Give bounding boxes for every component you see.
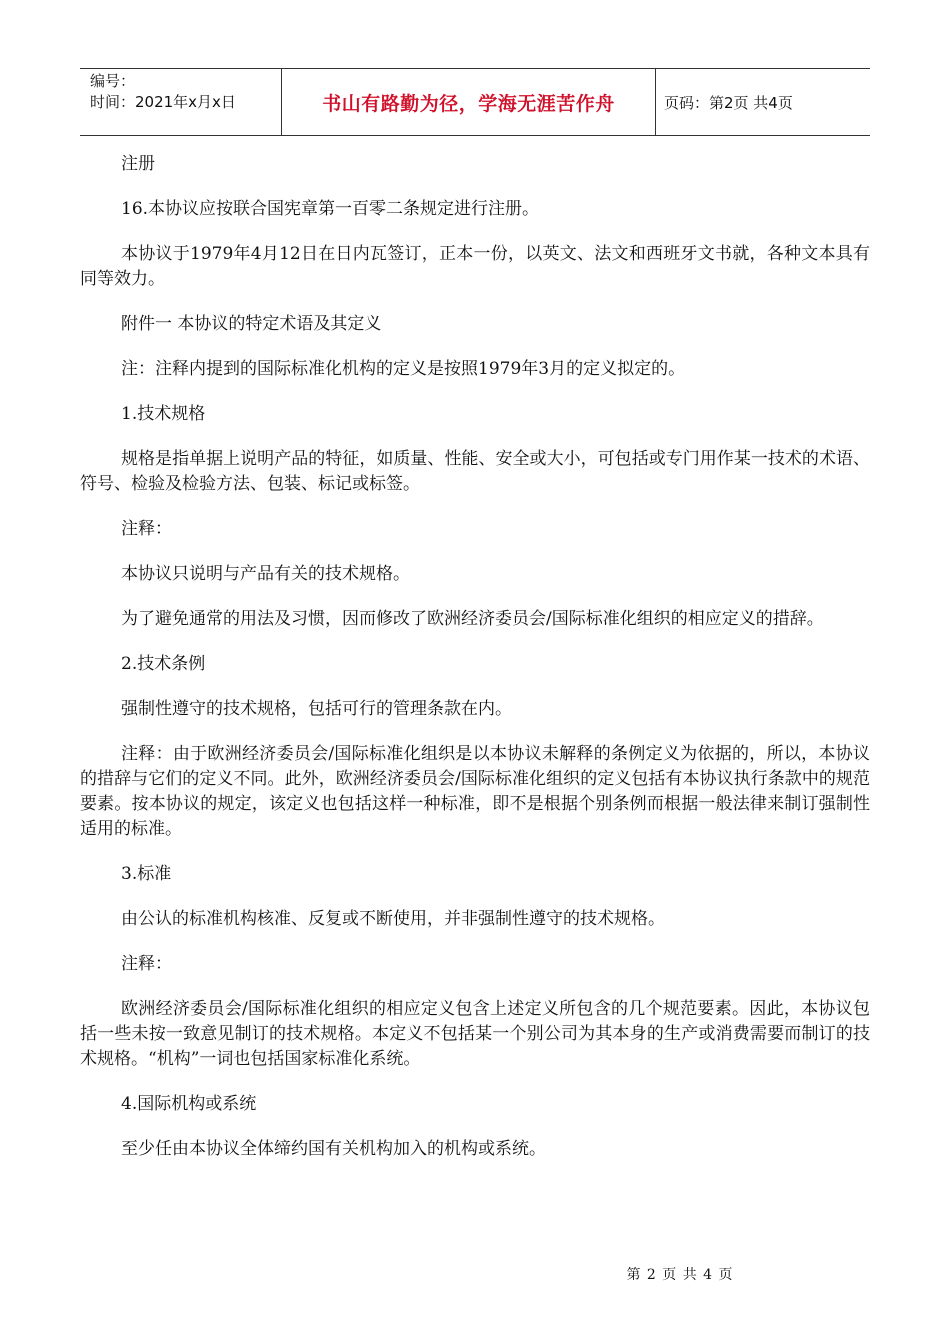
note-label: 注释： (121, 519, 172, 539)
term-heading: 3.标准 (121, 864, 172, 884)
paragraph: 本协议只说明与产品有关的技术规格。 (121, 564, 410, 584)
page-header (80, 68, 870, 136)
document-time-label: 时间：2021年x月x日 (90, 93, 236, 111)
paragraph: 由公认的标准机构核准、反复或不断使用，并非强制性遵守的技术规格。 (121, 909, 665, 929)
note-label: 注释： (121, 954, 172, 974)
annex-heading: 附件一 本协议的特定术语及其定义 (121, 314, 382, 334)
footer-page-number: 第 2 页 共 4 页 (626, 1267, 734, 1283)
document-number-label: 编号： (90, 72, 136, 90)
page-info-text: 页码：第2页 共4页 (664, 93, 793, 112)
header-page-info (656, 69, 870, 135)
term-heading: 1.技术规格 (121, 404, 206, 424)
page-footer (0, 1264, 950, 1284)
section-heading-registration: 注册 (121, 154, 155, 174)
paragraph: 至少任由本协议全体缔约国有关机构加入的机构或系统。 (121, 1139, 546, 1159)
document-body (80, 152, 870, 1182)
paragraph: 强制性遵守的技术规格，包括可行的管理条款在内。 (121, 699, 512, 719)
paragraph: 本协议于1979年4月12日在日内瓦签订，正本一份，以英文、法文和西班牙文书就，各种文本具有同等效力。 (80, 244, 870, 289)
paragraph: 规格是指单据上说明产品的特征，如质量、性能、安全或大小，可包括或专门用作某一技术的术语、符号、检验及检验方法、包装、标记或标签。 (80, 449, 870, 494)
paragraph: 为了避免通常的用法及习惯，因而修改了欧洲经济委员会/国际标准化组织的相应定义的措辞。 (121, 609, 824, 629)
paragraph: 16.本协议应按联合国宪章第一百零二条规定进行注册。 (121, 199, 540, 219)
paragraph: 欧洲经济委员会/国际标准化组织的相应定义包含上述定义所包含的几个规范要素。因此，本协议包括一些未按一致意见制订的技术规格。本定义不包括某一个别公司为其本身的生产或消费需要而制订的技术规格。“机构”一词也包括国家标准化系统。 (80, 999, 870, 1069)
header-motto (282, 69, 656, 135)
motto-text: 书山有路勤为径，学海无涯苦作舟 (322, 92, 615, 115)
header-meta (80, 69, 282, 135)
paragraph: 注释：由于欧洲经济委员会/国际标准化组织是以本协议未解释的条例定义为依据的，所以，本协议的措辞与它们的定义不同。此外，欧洲经济委员会/国际标准化组织的定义包括有本协议执行条款中的规范要素。按本协议的规定，该定义也包括这样一种标准，即不是根据个别条例而根据一般法律来制订强制性适用的标准。 (80, 744, 870, 839)
term-heading: 2.技术条例 (121, 654, 206, 674)
paragraph: 注：注释内提到的国际标准化机构的定义是按照1979年3月的定义拟定的。 (121, 359, 686, 379)
term-heading: 4.国际机构或系统 (121, 1094, 257, 1114)
